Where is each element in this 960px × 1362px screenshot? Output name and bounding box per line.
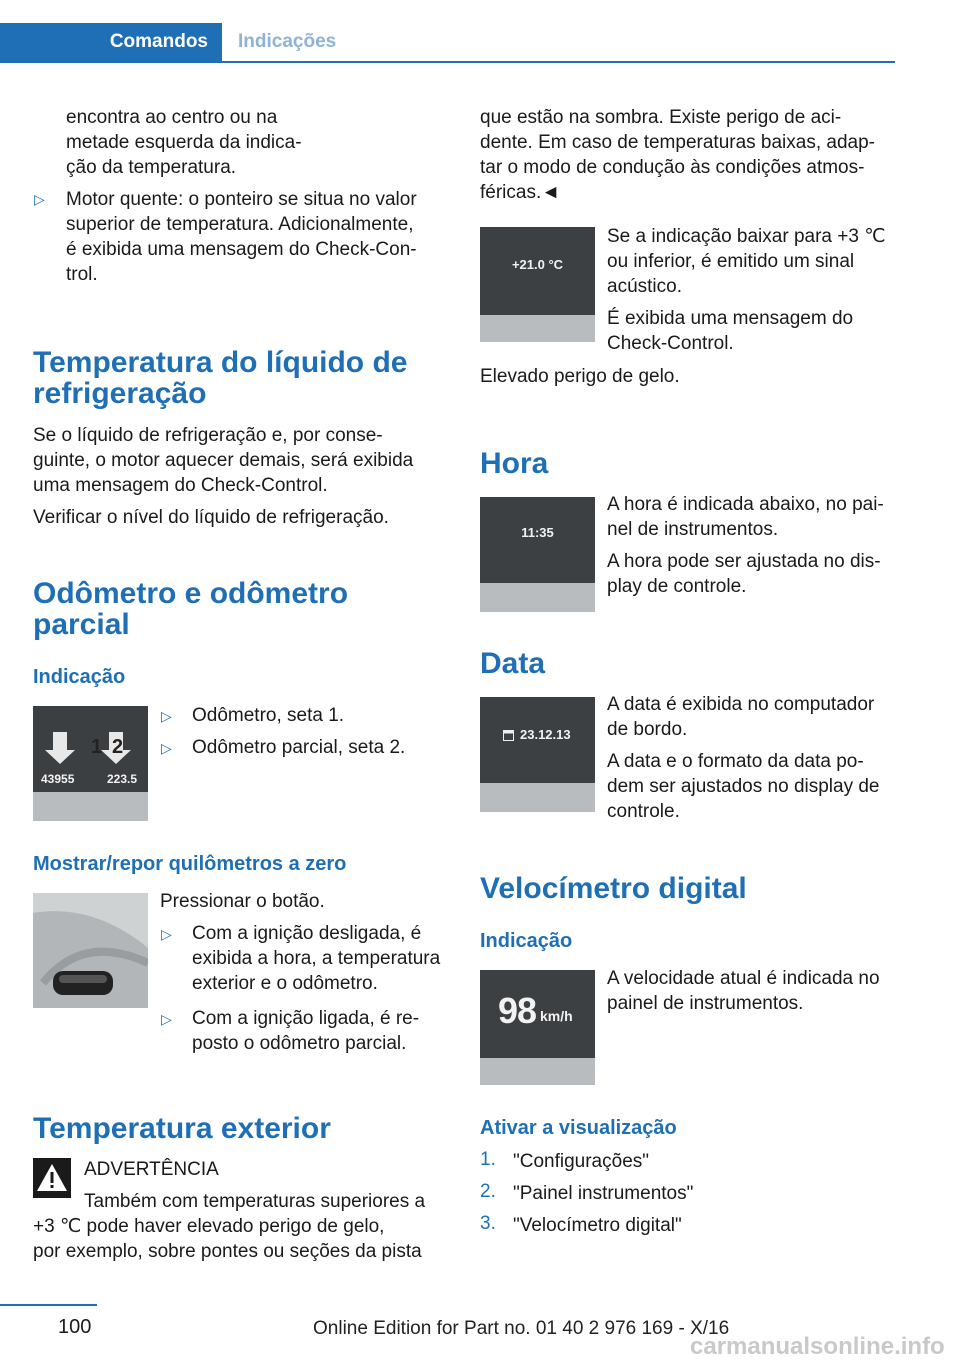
header-tab-bar <box>0 23 895 63</box>
heading-line: Temperatura do líquido de <box>33 346 408 379</box>
warning-line-3: por exemplo, sobre pontes ou seções da pista <box>33 1241 422 1262</box>
hora-text-2 <box>607 549 881 599</box>
text-line: encontra ao centro ou na <box>66 107 278 128</box>
text-line: play de controle. <box>607 576 747 597</box>
text-line: posto o odômetro parcial. <box>192 1033 407 1054</box>
date-display-value: 23.12.13 <box>520 727 571 742</box>
text-line: ou inferior, é emitido um sinal <box>607 251 855 272</box>
step-number: 3. <box>480 1213 496 1234</box>
bullet-triangle-icon: ▷ <box>161 740 172 756</box>
text-line: ção da temperatura. <box>66 157 237 178</box>
text-line: nel de instrumentos. <box>607 519 779 540</box>
odometer-heading <box>33 578 348 640</box>
heading-line: parcial <box>33 608 130 641</box>
step-text: "Configurações" <box>513 1151 650 1172</box>
bullet-hot-engine <box>66 187 417 287</box>
activate-heading: Ativar a visualização <box>480 1117 677 1139</box>
speed-display-value: 98 <box>498 990 537 1031</box>
step-text: "Velocímetro digital" <box>513 1215 682 1236</box>
data-text-1 <box>607 692 874 742</box>
reset-bullet-1 <box>192 921 440 996</box>
reset-button-image <box>33 893 148 1008</box>
text-line: dem ser ajustados no display de <box>607 776 880 797</box>
arrow-label-2: 2 <box>112 736 124 758</box>
text-line: acústico. <box>607 276 682 297</box>
hora-heading: Hora <box>480 447 549 480</box>
text-line: A data é exibida no computador <box>607 694 875 715</box>
text-line: é exibida uma mensagem do Check-Con- <box>66 239 417 260</box>
coolant-text <box>33 423 413 498</box>
text-line: A hora pode ser ajustada no dis- <box>607 551 881 572</box>
bullet-triangle-icon: ▷ <box>161 926 172 942</box>
text-line: uma mensagem do Check-Control. <box>33 475 328 496</box>
text-line: trol. <box>66 264 98 285</box>
heading-line: Odômetro e odômetro <box>33 577 349 610</box>
warning-triangle-icon <box>33 1158 71 1198</box>
heading-line: refrigeração <box>33 377 207 410</box>
data-text-2 <box>607 749 880 824</box>
temp-display-value: +21.0 °C <box>511 257 564 272</box>
trip-value: 223.5 <box>107 772 138 786</box>
step-number: 1. <box>480 1149 496 1170</box>
watermark: carmanualsonline.info <box>690 1333 945 1360</box>
text-line: Se a indicação baixar para +3 ℃ <box>607 226 886 247</box>
text-line: É exibida uma mensagem do <box>607 308 854 329</box>
step-text: "Painel instrumentos" <box>513 1183 694 1204</box>
tab-comandos[interactable]: Comandos <box>0 23 222 61</box>
text-line: superior de temperatura. Adicionalmente, <box>66 214 414 235</box>
odo-bullet-2: Odômetro parcial, seta 2. <box>192 737 406 758</box>
temp-text <box>607 224 886 299</box>
calendar-icon <box>503 730 514 741</box>
warning-continued <box>480 105 875 205</box>
text-line: de bordo. <box>607 719 688 740</box>
text-line: painel de instrumentos. <box>607 993 804 1014</box>
speedometer-heading: Velocímetro digital <box>480 872 747 905</box>
page-number: 100 <box>58 1316 92 1338</box>
speedometer-subheading: Indicação <box>480 930 573 952</box>
time-display-image <box>480 497 595 612</box>
bullet-triangle-icon: ▷ <box>161 1011 172 1027</box>
text-line: Se o líquido de refrigeração e, por conse- <box>33 425 383 446</box>
odometer-value: 43955 <box>41 772 75 786</box>
text-line: guinte, o motor aquecer demais, será exibida <box>33 450 414 471</box>
step-number: 2. <box>480 1181 496 1202</box>
odometer-image <box>33 706 148 821</box>
reset-bullet-2 <box>192 1006 419 1056</box>
bullet-triangle-icon: ▷ <box>34 191 45 207</box>
footer-rule <box>0 1304 97 1306</box>
warning-label: ADVERTÊNCIA <box>84 1159 219 1180</box>
text-line: Check-Control. <box>607 333 734 354</box>
odometer-subheading: Indicação <box>33 666 126 688</box>
arrow-label-1: 1 <box>91 736 103 758</box>
coolant-check: Verificar o nível do líquido de refrigeração. <box>33 507 389 528</box>
speed-display-image <box>480 970 595 1085</box>
text-line: féricas.◄ <box>480 182 561 203</box>
temp-message <box>607 306 853 356</box>
button-photo <box>33 893 148 1008</box>
text-line: exibida a hora, a temperatura <box>192 948 441 969</box>
coolant-heading <box>33 347 407 409</box>
text-line: A hora é indicada abaixo, no pai- <box>607 494 884 515</box>
speed-display-unit: km/h <box>540 1008 573 1024</box>
text-line: Motor quente: o ponteiro se situa no valor <box>66 189 417 210</box>
exterior-temp-heading: Temperatura exterior <box>33 1112 331 1145</box>
reset-heading: Mostrar/repor quilômetros a zero <box>33 853 347 875</box>
time-display-value: 11:35 <box>521 525 554 540</box>
warning-line-2: +3 ℃ pode haver elevado perigo de gelo, <box>33 1216 385 1237</box>
text-line: Com a ignição desligada, é <box>192 923 422 944</box>
reset-press: Pressionar o botão. <box>160 891 325 912</box>
speed-text <box>607 966 880 1016</box>
date-display-image <box>480 697 595 812</box>
text-line: tar o modo de condução às condições atmos- <box>480 157 865 178</box>
ice-warning: Elevado perigo de gelo. <box>480 366 680 387</box>
text-line: A velocidade atual é indicada no <box>607 968 880 989</box>
text-line: Com a ignição ligada, é re- <box>192 1008 420 1029</box>
bullet-triangle-icon: ▷ <box>161 708 172 724</box>
data-heading: Data <box>480 647 546 680</box>
text-line: exterior e o odômetro. <box>192 973 378 994</box>
text-line: A data e o formato da data po- <box>607 751 864 772</box>
odo-bullet-1: Odômetro, seta 1. <box>192 705 345 726</box>
intro-text <box>66 105 302 180</box>
warning-line-1: Também com temperaturas superiores a <box>84 1191 426 1212</box>
temp-display-image <box>480 227 595 342</box>
text-line: metade esquerda da indica- <box>66 132 302 153</box>
text-line: dente. Em caso de temperaturas baixas, adap- <box>480 132 876 153</box>
hora-text-1 <box>607 492 884 542</box>
tab-indicacoes[interactable]: Indicações <box>238 31 337 52</box>
text-line: que estão na sombra. Existe perigo de aci- <box>480 107 842 128</box>
text-line: controle. <box>607 801 680 822</box>
edition-line: Online Edition for Part no. 01 40 2 976 169 - X/16 <box>313 1318 730 1339</box>
